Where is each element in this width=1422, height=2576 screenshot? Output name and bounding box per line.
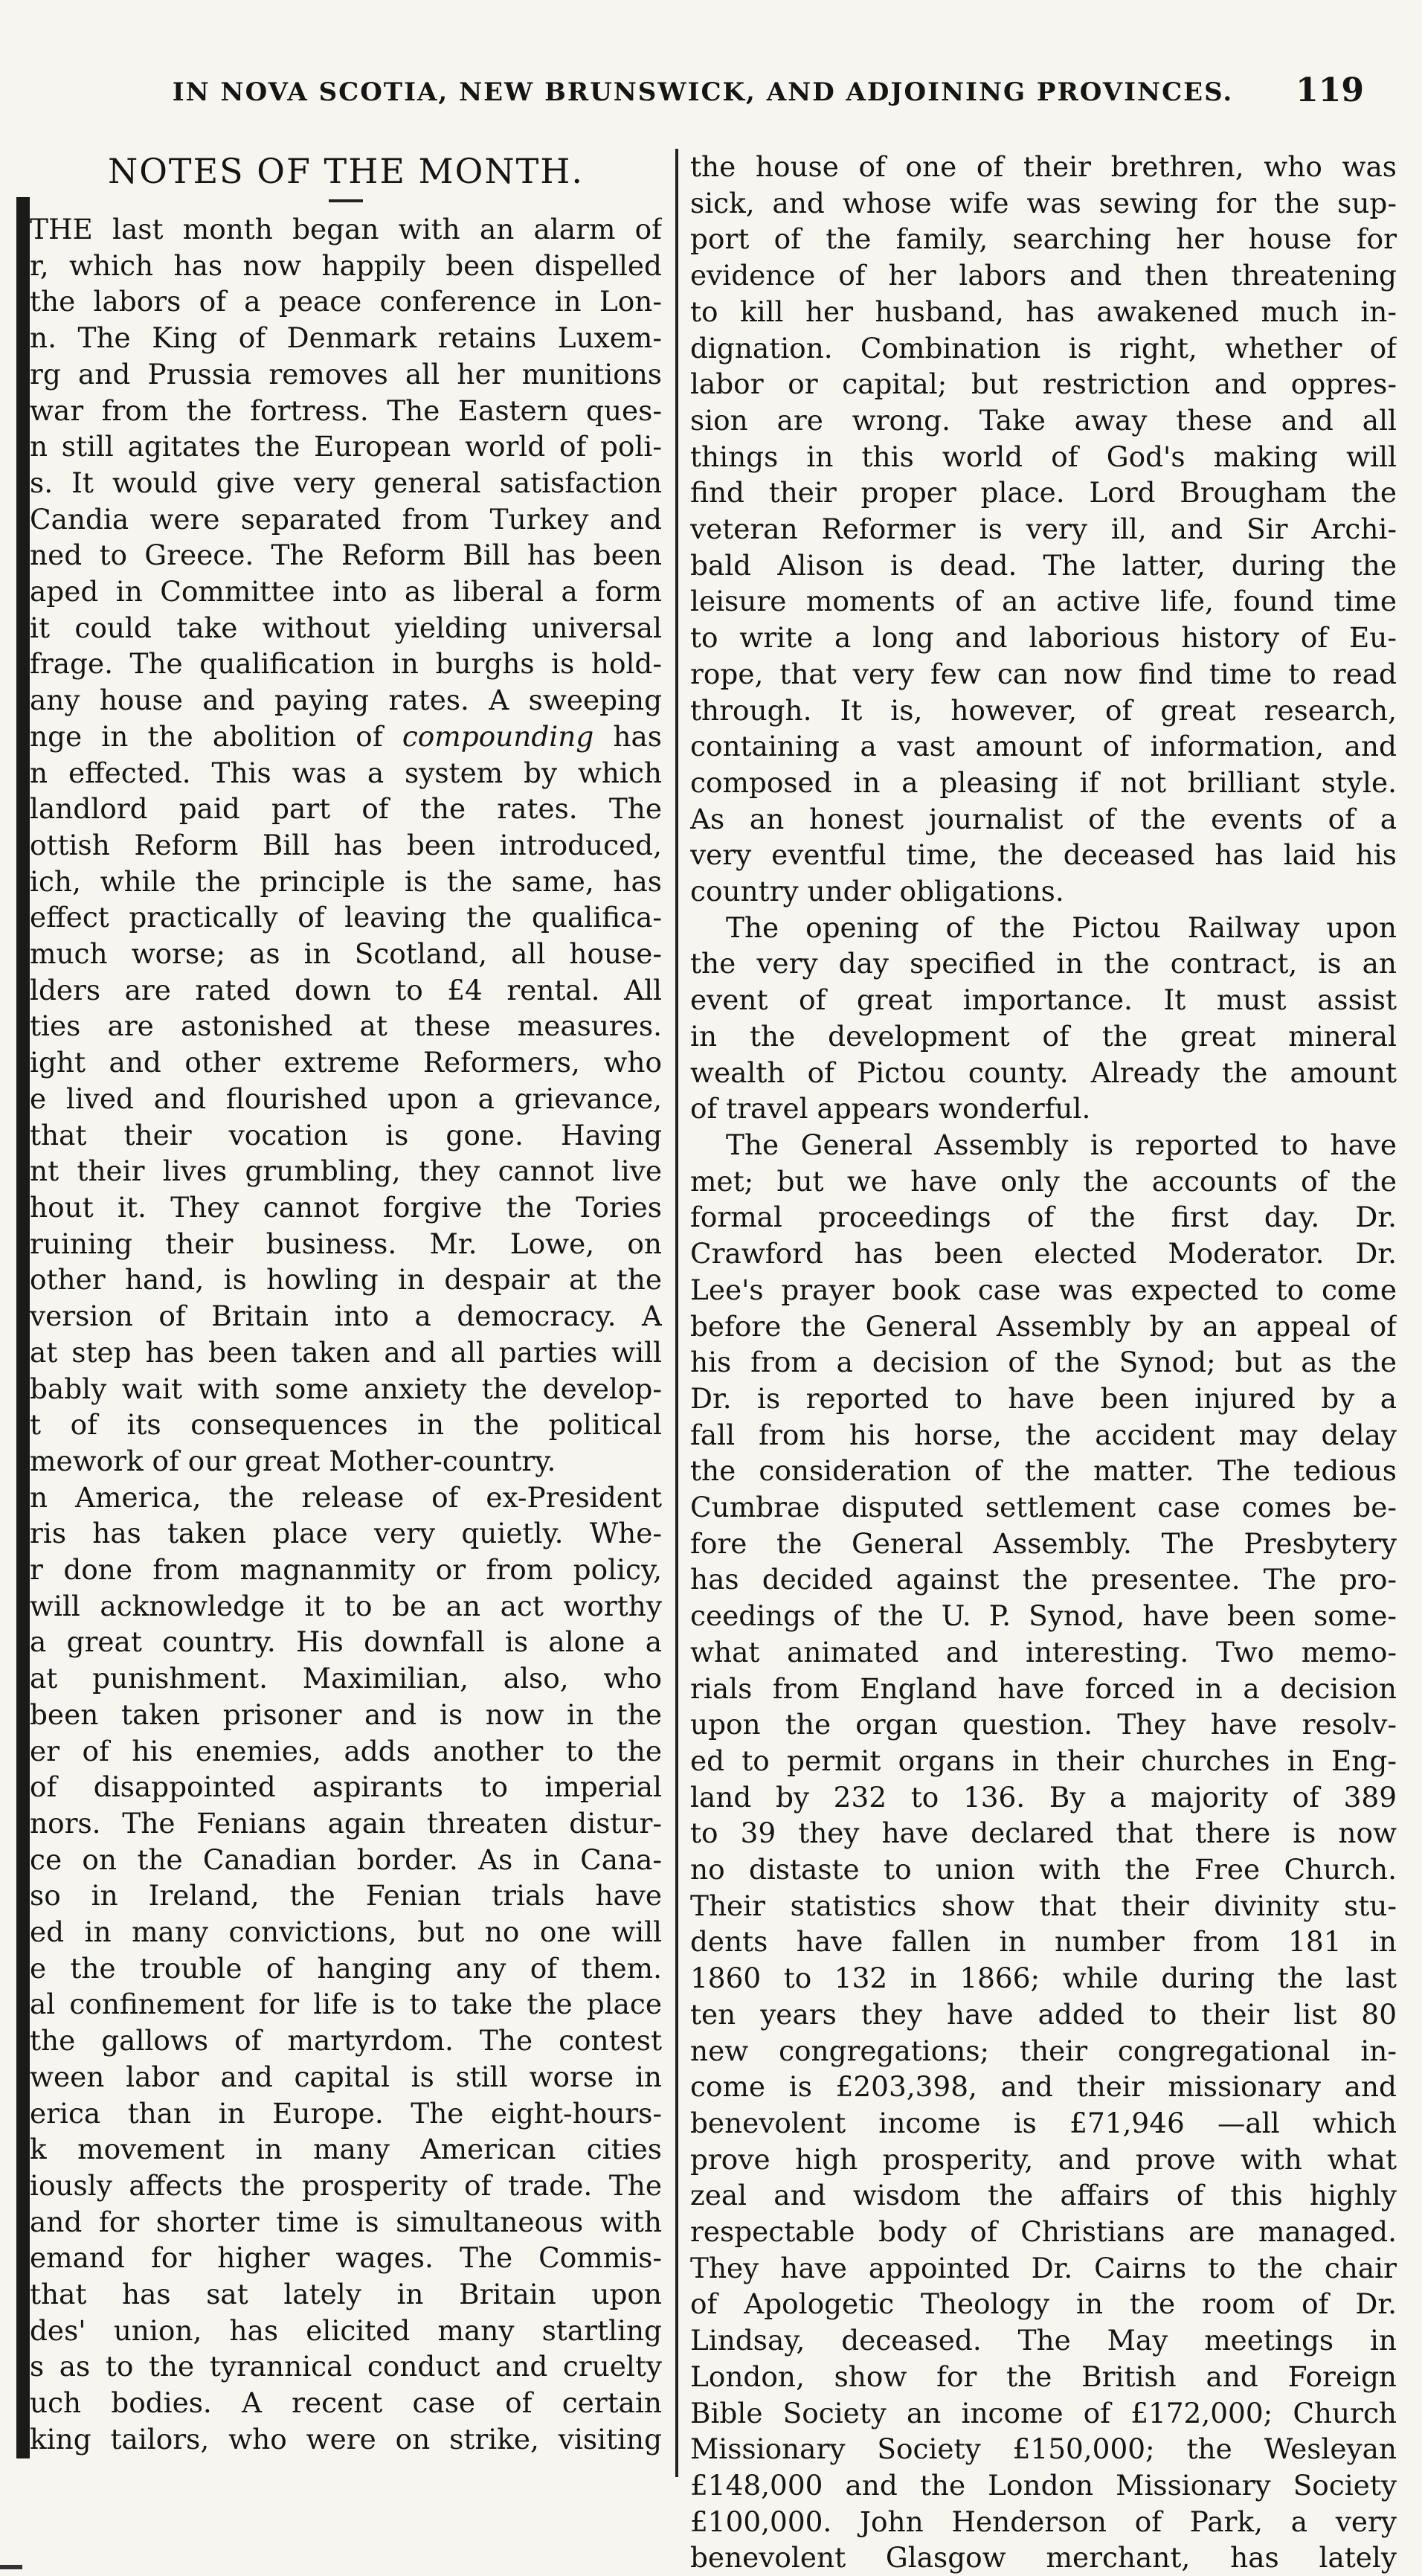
text-line: £148,000 and the London Missionary Society (690, 2469, 1397, 2502)
text-line: labor or capital; but restriction and oppres- (690, 367, 1397, 401)
text-line: formal proceedings of the first day. Dr. (690, 1201, 1397, 1234)
text-line: come is £203,398, and their missionary and (690, 2070, 1397, 2104)
text-line: iously affects the prosperity of trade. The (30, 2168, 662, 2202)
text-line: erica than in Europe. The eight-hours- (30, 2096, 662, 2130)
text-line: ich, while the principle is the same, has (30, 864, 662, 898)
text-line: and for shorter time is simultaneous with (30, 2205, 662, 2238)
text-line: THE last month began with an alarm of (30, 213, 662, 245)
text-line: London, show for the British and Foreign (690, 2360, 1397, 2393)
text-line: in the development of the great mineral (690, 1019, 1397, 1053)
text-line: at step has been taken and all parties will (30, 1335, 662, 1369)
text-line: Cumbrae disputed settlement case comes be- (690, 1491, 1397, 1524)
text-line: bably wait with some anxiety the develop- (30, 1372, 662, 1405)
text-line: Their statistics show that their divinity stu- (690, 1889, 1397, 1922)
text-line: things in this world of God's making will (690, 440, 1397, 473)
text-line: The General Assembly is reported to have (726, 1128, 1397, 1161)
left-column (30, 149, 662, 2458)
text-line: ight and other extreme Reformers, who (30, 1046, 662, 1079)
text-line: nt their lives grumbling, they cannot live (30, 1154, 662, 1188)
text-line: aped in Committee into as liberal a form (30, 575, 662, 608)
text-line: at punishment. Maximilian, also, who (30, 1662, 662, 1695)
binding-gutter-shadow (16, 197, 30, 2458)
text-line: met; but we have only the accounts of the (690, 1164, 1397, 1198)
text-line: evidence of her labors and then threatening (690, 259, 1397, 292)
text-line: war from the fortress. The Eastern ques- (30, 394, 662, 427)
text-line: a great country. His downfall is alone a (30, 1625, 662, 1659)
text-line: the consideration of the matter. The tedious (690, 1454, 1397, 1488)
text-line: to write a long and laborious history of Eu- (690, 621, 1397, 655)
text-line: much worse; as in Scotland, all house- (30, 937, 662, 971)
text-line: will acknowledge it to be an act worthy (30, 1589, 662, 1622)
text-line: Lindsay, deceased. The May meetings in (690, 2324, 1397, 2357)
text-line: sick, and whose wife was sewing for the sup- (690, 186, 1397, 219)
text-line: ris has taken place very quietly. Whe- (30, 1517, 662, 1550)
text-line: king tailors, who were on strike, visiting (30, 2422, 662, 2455)
text-line: des' union, has elicited many startling (30, 2313, 662, 2347)
text-line: sion are wrong. Take away these and all (690, 403, 1397, 437)
text-line: zeal and wisdom the affairs of this highly (690, 2179, 1397, 2212)
text-line: ties are astonished at these measures. (30, 1009, 662, 1043)
text-line: the labors of a peace conference in Lon- (30, 285, 662, 318)
text-line: containing a vast amount of information, and (690, 730, 1397, 763)
text-line: n still agitates the European world of poli- (30, 430, 662, 463)
text-line: respectable body of Christians are managed. (690, 2215, 1397, 2249)
text-line: The opening of the Pictou Railway upon (726, 910, 1397, 944)
right-column-text (690, 149, 1397, 2576)
text-line: Candia were separated from Turkey and (30, 502, 662, 536)
text-line: wealth of Pictou county. Already the amount (690, 1056, 1397, 1089)
text-line: ce on the Canadian border. As in Cana- (30, 1843, 662, 1876)
text-line: £100,000. John Henderson of Park, a very (690, 2505, 1397, 2538)
text-line: uch bodies. A recent case of certain (30, 2386, 662, 2420)
text-line: his from a decision of the Synod; but as the (690, 1346, 1397, 1379)
text-line: before the General Assembly by an appeal of (690, 1309, 1397, 1343)
text-line: of disappointed aspirants to imperial (30, 1770, 662, 1804)
text-line: rg and Prussia removes all her munitions (30, 357, 662, 391)
text-line: n. The King of Denmark retains Luxem- (30, 321, 662, 355)
text-line: very eventful time, the deceased has laid his (690, 838, 1397, 872)
column-divider (675, 149, 678, 2477)
text-line: 1860 to 132 in 1866; while during the last (690, 1962, 1397, 1995)
text-line: Crawford has been elected Moderator. Dr. (690, 1237, 1397, 1271)
text-line: k movement in many American cities (30, 2133, 662, 2166)
text-line: veteran Reformer is very ill, and Sir Archi- (690, 513, 1397, 546)
text-line: dents have fallen in number from 181 in (690, 1925, 1397, 1959)
text-line: hout it. They cannot forgive the Tories (30, 1190, 662, 1224)
text-line: Missionary Society £150,000; the Wesleyan (690, 2432, 1397, 2466)
text-line: emand for higher wages. The Commis- (30, 2241, 662, 2275)
text-line: nors. The Fenians again threaten distur- (30, 1806, 662, 1840)
text-line: benevolent income is £71,946 —all which (690, 2106, 1397, 2139)
text-line: fore the General Assembly. The Presbytery (690, 1526, 1397, 1560)
text-line: version of Britain into a democracy. A (30, 1300, 662, 1333)
text-line: They have appointed Dr. Cairns to the chair (690, 2251, 1397, 2284)
text-line: Dr. is reported to have been injured by a (690, 1381, 1397, 1415)
text-line: mework of our great Mother-country. (30, 1444, 556, 1477)
text-line: been taken prisoner and is now in the (30, 1697, 662, 1731)
text-line: to kill her husband, has awakened much in- (690, 295, 1397, 328)
text-line: of travel appears wonderful. (690, 1092, 1091, 1125)
text-line: nge in the abolition of compounding has (30, 719, 662, 753)
text-line: the house of one of their brethren, who was (690, 150, 1397, 183)
text-line: leisure moments of an active life, found time (690, 585, 1397, 618)
text-line: through. It is, however, of great research, (690, 693, 1397, 727)
text-line: ottish Reform Bill has been introduced, (30, 828, 662, 861)
text-line: As an honest journalist of the events of a (690, 802, 1397, 835)
text-line: ween labor and capital is still worse in (30, 2060, 662, 2093)
text-line: composed in a pleasing if not brilliant style. (690, 765, 1397, 799)
text-line: lders are rated down to £4 rental. All (30, 973, 662, 1006)
text-line: s as to the tyrannical conduct and cruelty (30, 2350, 662, 2383)
text-line: new congregations; their congregational in- (690, 2034, 1397, 2067)
text-line: frage. The qualification in burghs is hold- (30, 647, 662, 681)
text-line: the very day specified in the contract, is an (690, 947, 1397, 980)
text-line: n effected. This was a system by which (30, 756, 662, 789)
title-divider (329, 199, 363, 202)
text-line: no distaste to union with the Free Church. (690, 1853, 1397, 1886)
text-line: what animated and interesting. Two memo- (690, 1635, 1397, 1668)
article-title: NOTES OF THE MONTH. (107, 151, 585, 191)
text-line: so in Ireland, the Fenian trials have (30, 1879, 662, 1912)
text-line: event of great importance. It must assist (690, 983, 1397, 1017)
text-line: Lee's prayer book case was expected to come (690, 1273, 1397, 1306)
text-line: ruining their business. Mr. Lowe, on (30, 1227, 662, 1260)
text-line: find their proper place. Lord Brougham the (690, 476, 1397, 510)
text-line: upon the organ question. They have resolv- (690, 1708, 1397, 1741)
text-line: dignation. Combination is right, whether of (690, 331, 1397, 364)
text-line: that has sat lately in Britain upon (30, 2278, 662, 2311)
running-header: IN NOVA SCOTIA, NEW BRUNSWICK, AND ADJOINING PROVINCES. (172, 77, 1234, 107)
text-line: landlord paid part of the rates. The (30, 792, 662, 826)
text-line: rials from England have forced in a decision (690, 1671, 1397, 1705)
text-line: ed in many convictions, but no one will (30, 1915, 662, 1949)
text-line: er of his enemies, adds another to the (30, 1734, 662, 1767)
text-line: ten years they have added to their list 80 (690, 1997, 1397, 2031)
text-line: other hand, is howling in despair at the (30, 1263, 662, 1297)
text-line: prove high prosperity, and prove with what (690, 2142, 1397, 2176)
left-column-text (30, 211, 662, 2458)
text-line: r, which has now happily been dispelled (30, 248, 662, 282)
text-line: that their vocation is gone. Having (30, 1118, 662, 1152)
text-line: t of its consequences in the political (30, 1408, 662, 1442)
text-line: ceedings of the U. P. Synod, have been some- (690, 1599, 1397, 1633)
page-number: 119 (1296, 71, 1364, 109)
text-line: port of the family, searching her house for (690, 222, 1397, 256)
text-line: al confinement for life is to take the place (30, 1988, 662, 2021)
text-line: r done from magnanmity or from policy, (30, 1553, 662, 1587)
text-line: n America, the release of ex-President (30, 1480, 662, 1514)
text-line: effect practically of leaving the qualifica- (30, 901, 662, 934)
text-line: has decided against the presentee. The pro- (690, 1563, 1397, 1596)
text-line: s. It would give very general satisfaction (30, 466, 662, 499)
page-edge-mark (0, 2565, 22, 2569)
text-line: Bible Society an income of £172,000; Church (690, 2396, 1397, 2429)
text-line: e the trouble of hanging any of them. (30, 1951, 662, 1985)
text-line: land by 232 to 136. By a majority of 389 (690, 1780, 1397, 1814)
text-line: country under obligations. (690, 875, 1064, 908)
text-line: any house and paying rates. A sweeping (30, 684, 662, 717)
text-line: benevolent Glasgow merchant, has lately (690, 2541, 1397, 2575)
text-line: e lived and flourished upon a grievance, (30, 1082, 662, 1115)
text-line: ed to permit organs in their churches in Eng- (690, 1744, 1397, 1777)
text-line: it could take without yielding universal (30, 611, 662, 644)
text-line: fall from his horse, the accident may delay (690, 1418, 1397, 1451)
text-line: of Apologetic Theology in the room of Dr. (690, 2287, 1397, 2321)
right-column (690, 149, 1397, 2576)
text-line: ned to Greece. The Reform Bill has been (30, 539, 662, 572)
text-line: to 39 they have declared that there is now (690, 1817, 1397, 1850)
text-line: the gallows of martyrdom. The contest (30, 2024, 662, 2058)
text-line: bald Alison is dead. The latter, during the (690, 548, 1397, 582)
text-line: rope, that very few can now find time to read (690, 657, 1397, 690)
